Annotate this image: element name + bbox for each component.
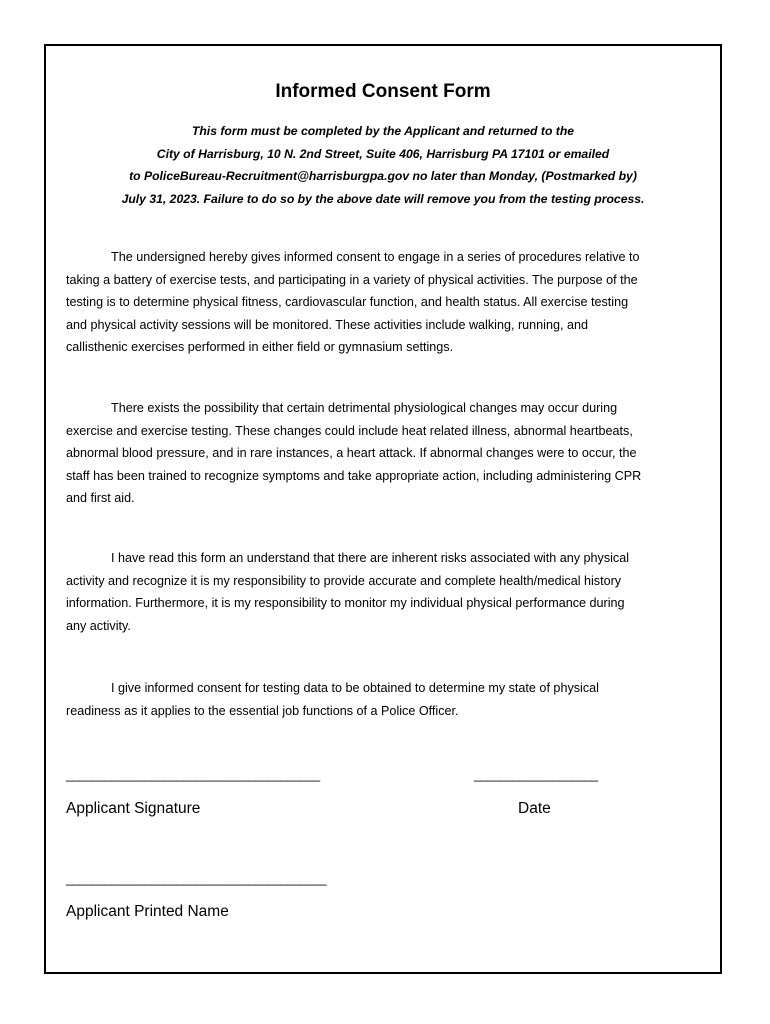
paragraph-line: There exists the possibility that certain detrimental physiological changes may occur during — [111, 401, 618, 415]
consent-paragraph-procedures — [66, 246, 706, 359]
paragraph-line: I have read this form an understand that there are inherent risks associated with any physical — [111, 551, 630, 565]
paragraph-line: abnormal blood pressure, and in rare instances, a heart attack. If abnormal changes were to occur, the — [66, 446, 637, 461]
consent-paragraph-data — [66, 677, 706, 722]
paragraph-line: staff has been trained to recognize symptoms and take appropriate action, including administering CPR — [66, 468, 642, 483]
printed-name-field[interactable]: ________________________________________ — [66, 872, 327, 886]
form-title: Informed Consent Form — [275, 81, 491, 102]
consent-paragraph-responsibility — [66, 547, 706, 637]
paragraph-line: activity and recognize it is my responsibility to provide accurate and complete health/medical history — [66, 573, 622, 588]
submission-instructions — [66, 120, 700, 211]
paragraph-line: information. Furthermore, it is my responsibility to monitor my individual physical performance during — [66, 596, 625, 611]
paragraph-line: exercise and exercise testing. These changes could include heat related illness, abnormal heartbeats, — [66, 423, 633, 438]
paragraph-line: and physical activity sessions will be monitored. These activities include walking, running, and — [66, 317, 588, 332]
paragraph-line: any activity. — [66, 618, 131, 633]
printed-name-label: Applicant Printed Name — [66, 903, 229, 920]
consent-paragraph-risks — [66, 397, 706, 510]
instructions-line: July 31, 2023. Failure to do so by the above date will remove you from the testing process. — [121, 192, 645, 207]
date-field[interactable]: ___________________ — [474, 768, 598, 782]
instructions-line: City of Harrisburg, 10 N. 2nd Street, Suite 406, Harrisburg PA 17101 or emailed — [156, 146, 610, 161]
signature-field[interactable]: _______________________________________ — [66, 768, 320, 782]
document-page — [44, 44, 722, 974]
instructions-line: This form must be completed by the Applicant and returned to the — [191, 124, 575, 138]
instructions-line: to PoliceBureau-Recruitment@harrisburgpa.gov no later than Monday, (Postmarked by) — [129, 169, 637, 184]
paragraph-line: and first aid. — [66, 491, 135, 506]
paragraph-line: testing is to determine physical fitness, cardiovascular function, and health status. All exercise testing — [66, 295, 629, 310]
date-label: Date — [518, 800, 551, 817]
paragraph-line: callisthenic exercises performed in either field or gymnasium settings. — [66, 340, 454, 355]
paragraph-line: I give informed consent for testing data to be obtained to determine my state of physical — [111, 681, 599, 695]
paragraph-line: readiness as it applies to the essential job functions of a Police Officer. — [66, 703, 459, 718]
paragraph-line: The undersigned hereby gives informed consent to engage in a series of procedures relative to — [111, 250, 640, 264]
signature-label: Applicant Signature — [66, 800, 201, 817]
paragraph-line: taking a battery of exercise tests, and participating in a variety of physical activities. The purpose of the — [66, 272, 638, 287]
